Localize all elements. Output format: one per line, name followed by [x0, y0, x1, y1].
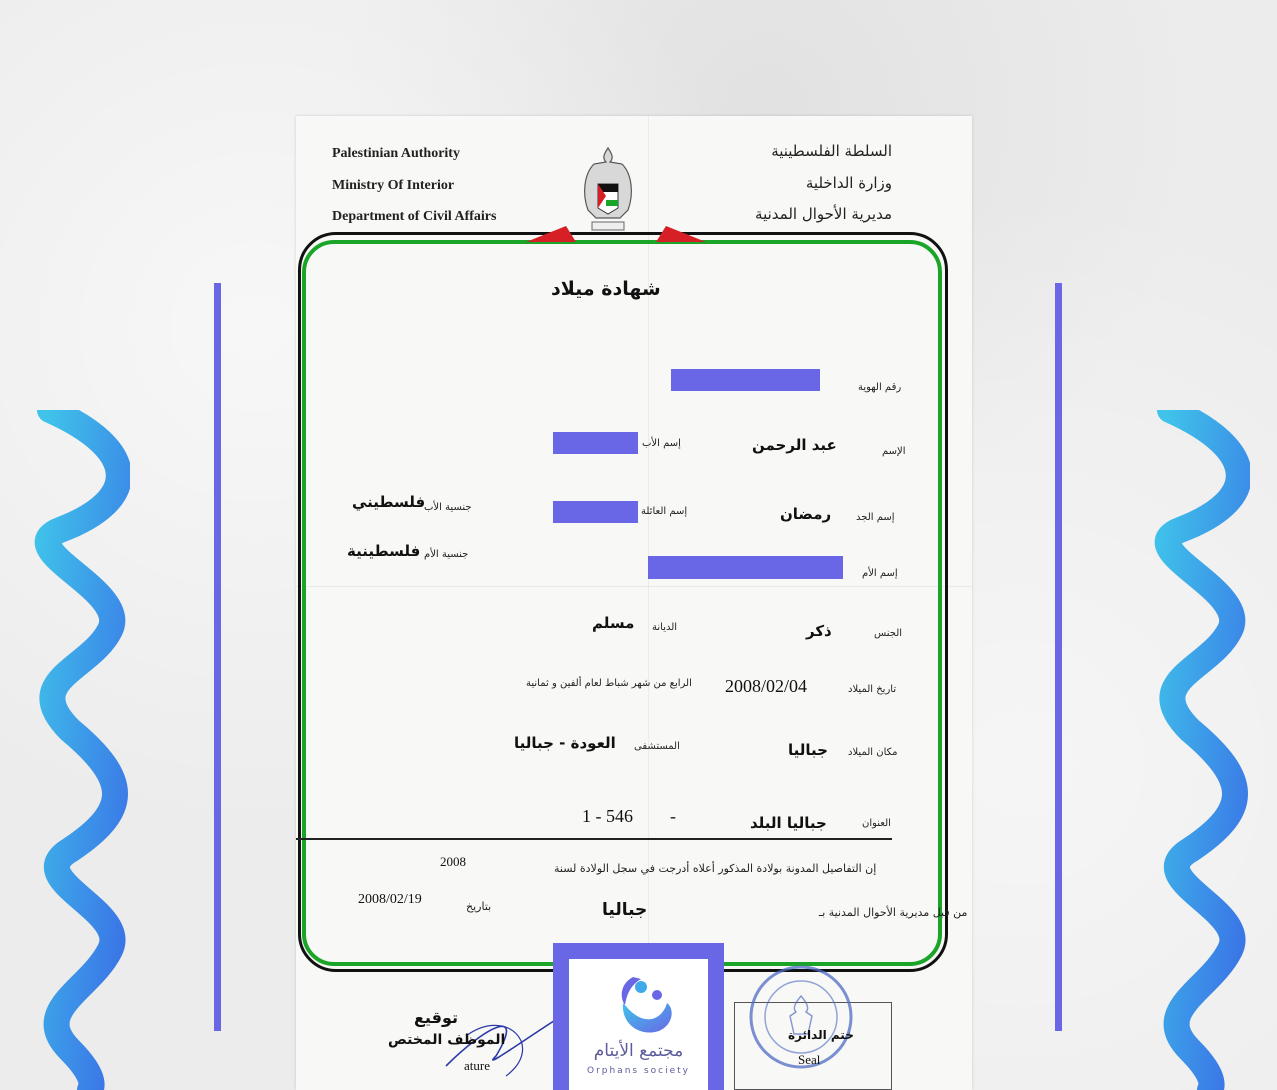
- hospital-label: المستشفى: [634, 741, 680, 752]
- redacted-mother-name: [648, 556, 843, 579]
- logo-arabic-name: مجتمع الأيتام: [593, 1041, 684, 1061]
- dob-label: تاريخ الميلاد: [848, 684, 897, 695]
- pob-label: مكان الميلاد: [848, 747, 898, 758]
- family-hands-icon: [617, 973, 677, 1039]
- redacted-father-name: [553, 432, 638, 454]
- address-label: العنوان: [862, 818, 891, 829]
- father-nationality-value: فلسطيني: [352, 493, 426, 511]
- issue-date-value: 2008/02/19: [358, 892, 422, 907]
- flag-triangle-decoration: [526, 226, 706, 242]
- orphans-society-logo-frame: [553, 943, 724, 1090]
- dob-in-words: الرابع من شهر شباط لعام ألفين و ثمانية: [526, 678, 692, 689]
- religion-label: الديانة: [652, 622, 678, 633]
- official-label: الموظف المختص: [388, 1032, 506, 1048]
- statement-year: 2008: [440, 854, 466, 869]
- redacted-id-number: [671, 369, 820, 391]
- mother-name-label: إسم الأم: [862, 568, 898, 579]
- address-number: 1 - 546: [582, 806, 633, 826]
- right-accent-bar: [1055, 283, 1062, 1031]
- address-value: جباليا البلد: [750, 814, 827, 832]
- hospital-value: العودة - جباليا: [514, 734, 616, 752]
- dob-value: 2008/02/04: [725, 676, 808, 696]
- id-number-label: رقم الهوية: [858, 382, 902, 393]
- registration-statement: إن التفاصيل المدونة بولادة المذكور أعلاه أدرجت في سجل الولادة لسنة: [554, 862, 877, 875]
- redacted-family-name: [553, 501, 638, 523]
- header-en-department: Department of Civil Affairs: [332, 209, 497, 224]
- address-dash: -: [670, 806, 676, 826]
- sex-label: الجنس: [874, 628, 903, 639]
- family-name-label: إسم العائلة: [641, 506, 688, 517]
- right-wave-decoration: [1150, 410, 1250, 1090]
- name-value: عبد الرحمن: [752, 436, 837, 454]
- orphans-society-logo: [569, 959, 708, 1090]
- left-wave-decoration: [30, 410, 130, 1090]
- certificate-inner-frame: [302, 240, 942, 966]
- header-ar-ministry: وزارة الداخلية: [805, 174, 892, 192]
- seal-en-label: Seal: [798, 1052, 821, 1067]
- header-en-ministry: Ministry Of Interior: [332, 178, 455, 193]
- issuer-value: جباليا: [602, 900, 648, 920]
- certificate-title: شهادة ميلاد: [551, 278, 661, 300]
- mother-nationality-label: جنسية الأم: [424, 549, 469, 560]
- mother-nationality-value: فلسطينية: [347, 542, 421, 560]
- father-name-label: إسم الأب: [642, 438, 681, 449]
- religion-value: مسلم: [592, 614, 635, 632]
- signature-en-label: ature: [464, 1058, 490, 1073]
- grandfather-name-label: إسم الجد: [856, 512, 895, 523]
- seal-label: ختم الدائرة: [788, 1028, 854, 1042]
- issue-date-label: بتاريخ: [466, 900, 492, 913]
- pob-value: جباليا: [788, 741, 828, 759]
- header-ar-department: مديرية الأحوال المدنية: [755, 205, 892, 223]
- sex-value: ذكر: [806, 622, 832, 640]
- section-divider: [296, 838, 892, 840]
- header-en-authority: Palestinian Authority: [332, 146, 460, 161]
- logo-english-name: Orphans society: [586, 1066, 690, 1076]
- father-nationality-label: جنسية الأب: [424, 502, 472, 513]
- grandfather-name-value: رمضان: [780, 505, 832, 523]
- name-label: الإسم: [882, 446, 906, 457]
- signature-label: توقيع: [414, 1008, 458, 1027]
- header-ar-authority: السلطة الفلسطينية: [771, 142, 892, 160]
- issuer-label: من قبل مديرية الأحوال المدنية بـ: [819, 906, 968, 919]
- left-accent-bar: [214, 283, 221, 1031]
